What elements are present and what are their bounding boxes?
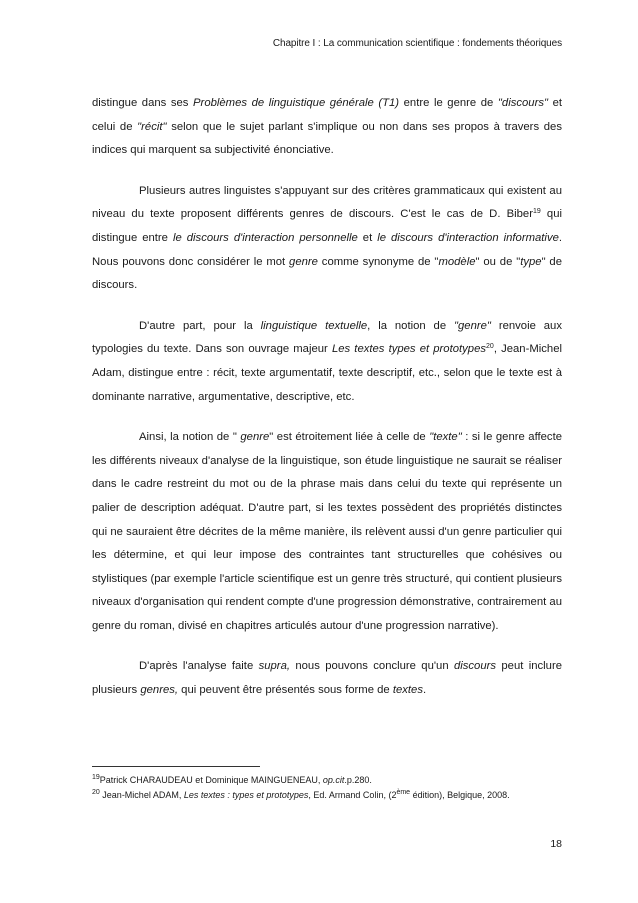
text-run: nous pouvons conclure qu'un: [290, 660, 454, 673]
text-run: , Jean-Michel Adam, distingue entre : récit, texte argumentatif, texte descriptif, etc., selon que le texte est à dominante narrative, argumentative, descriptive, etc.: [92, 343, 562, 403]
text-run: Plusieurs autres linguistes s'appuyant sur des critères grammaticaux qui existent au niveau du texte proposent différents genres de discours. C'est le cas de D. Biber: [92, 184, 562, 221]
term-modele: modèle: [438, 255, 476, 268]
ordinal-suffix: ème: [396, 789, 411, 796]
footnote-number: 19: [92, 774, 100, 781]
text-run: D'après l'analyse faite: [139, 660, 259, 673]
paragraph-4: [92, 426, 562, 638]
text-run: selon que le sujet parlant s'implique ou non dans ses propos à travers des indices qui marquent sa subjectivité énonciative.: [92, 120, 562, 157]
term-type: type: [520, 255, 542, 268]
text-run: . Nous pouvons donc considérer le mot: [92, 231, 563, 268]
text-run: entre le genre de: [399, 97, 498, 109]
text-run: et celui de: [92, 97, 563, 133]
body-text: [92, 92, 562, 703]
term-supra: supra,: [258, 660, 290, 673]
text-run: renvoie aux typologies du texte. Dans son ouvrage majeur: [92, 319, 562, 356]
term-discours: discours: [453, 660, 497, 673]
paragraph-3: [92, 315, 562, 409]
text-run: comme synonyme de ": [317, 255, 439, 268]
term-genre: genre: [289, 255, 318, 268]
text-run: op.cit: [322, 775, 345, 785]
term-genre: "genre": [454, 319, 491, 332]
text-run: .p.280.: [344, 775, 372, 785]
text-run: qui distingue entre: [92, 208, 562, 244]
footnote-ref-20[interactable]: 20: [486, 343, 494, 351]
term-discours: "discours": [497, 97, 549, 109]
text-run: D'autre part, pour la: [139, 319, 261, 332]
footnotes-section: [92, 766, 562, 803]
text-run: Jean-Michel ADAM,: [99, 790, 184, 800]
term-genre: genre: [240, 431, 270, 444]
footnote-separator: [92, 766, 260, 767]
text-run: Ainsi, la notion de ": [139, 431, 241, 444]
term-textes: textes: [392, 684, 423, 697]
term-recit: "récit": [137, 120, 167, 133]
text-run: qui peuvent être présentés sous forme de: [178, 684, 393, 697]
text-run: , la notion de: [367, 319, 455, 332]
text-run: .: [422, 684, 427, 697]
text-run: Patrick CHARAUDEAU et Dominique MAINGUENEAU,: [99, 775, 323, 785]
text-run: et: [357, 231, 378, 244]
footnote-19: [92, 773, 562, 788]
paragraph-5: [92, 655, 562, 702]
term-texte: "texte": [429, 431, 462, 444]
paragraph-1: [92, 92, 562, 163]
footnote-ref-19[interactable]: 19: [532, 208, 541, 216]
term-interaction-personnelle: le discours d'interaction personnelle: [172, 231, 358, 244]
text-run: , Ed. Armand Colin, (2: [308, 790, 397, 800]
page-number: 18: [550, 838, 562, 850]
footnote-number: 20: [92, 789, 100, 796]
text-run: peut inclure plusieurs: [92, 660, 562, 697]
term-linguistique-textuelle: linguistique textuelle: [260, 319, 368, 332]
text-run: " est étroitement liée à celle de: [269, 431, 430, 444]
text-run: " ou de ": [475, 255, 521, 268]
text-run: " de discours.: [92, 255, 563, 292]
term-genres: genres,: [140, 684, 179, 697]
text-run: édition), Belgique, 2008.: [410, 790, 510, 800]
footnote-20: [92, 788, 562, 803]
book-title: Problèmes de linguistique générale (T1): [193, 97, 400, 109]
running-header: Chapitre I : La communication scientifique : fondements théoriques: [272, 38, 562, 49]
text-run: distingue dans ses: [92, 97, 194, 109]
book-title: Les textes : types et prototypes: [183, 790, 309, 800]
text-run: : si le genre affecte les différents niveaux d'analyse de la linguistique, son étude linguistique ne saurait se réaliser dans le cadre restreint du mot ou de la phrase mais dans celui du texte qui représente un palier de description adéquat. D'autre part, si les textes possèdent des propriétés distinctes qui ne sauraient être décrites de la même manière, ils relèvent aussi d'un genre particulier qui les détermine, et qui leur impose des contraintes tant structurelles que cohésives ou stylistiques (par exemple l'article scientifique est un genre très structuré, qui contient plusieurs niveaux d'organisation qui rendent compte d'une progression démonstrative, contrairement au genre du roman, divisé en chapitres articulés autour d'une progression narrative).: [92, 431, 562, 632]
book-title: Les textes types et prototypes: [331, 343, 487, 356]
paragraph-2: [92, 180, 562, 298]
term-interaction-informative: le discours d'interaction informative: [377, 231, 559, 244]
